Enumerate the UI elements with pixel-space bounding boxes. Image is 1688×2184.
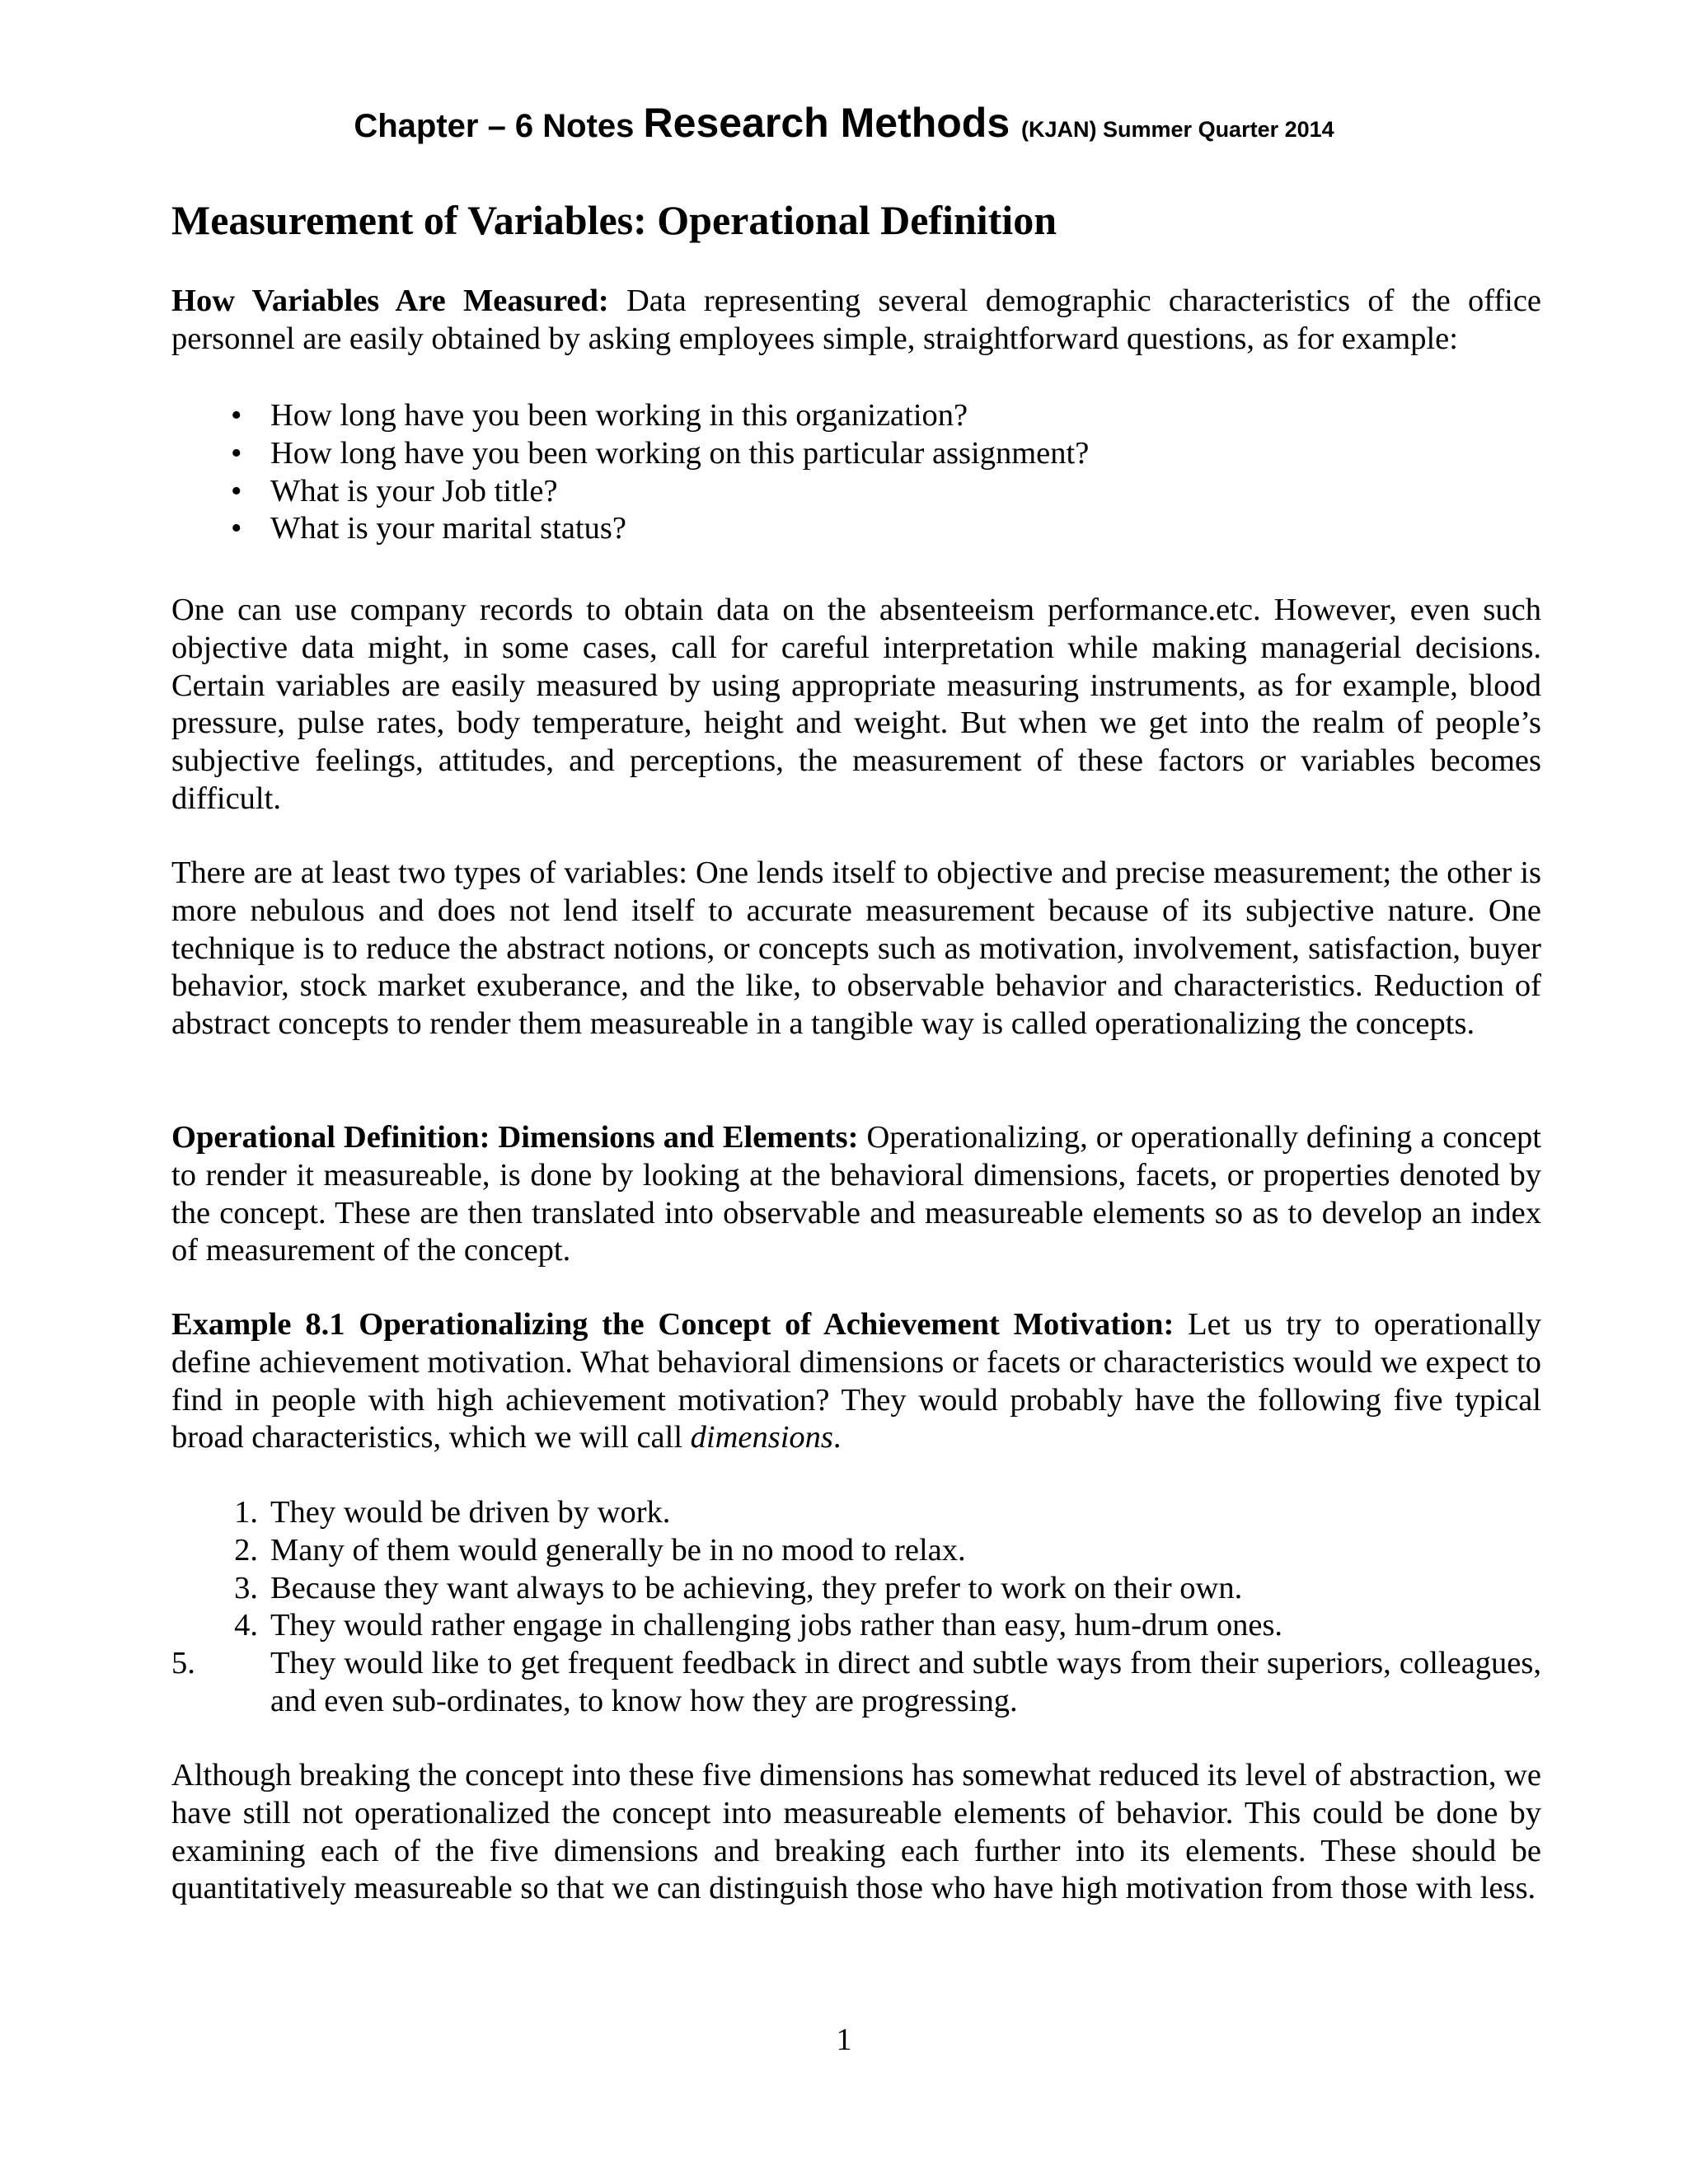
bullet-icon: • — [231, 511, 242, 546]
list-item: • What is your Job title? — [171, 473, 1541, 511]
numbered-list — [171, 1494, 1541, 1721]
paragraph-operational-definition — [171, 1119, 1541, 1270]
paragraph-text: Data representing several demographic characteristics of the office personnel are easily obtained by asking employees simple, straightforward questions, as for example: — [171, 284, 1542, 356]
list-item: 2. Many of them would generally be in no mood to relax. — [234, 1532, 966, 1568]
list-item: 1. They would be driven by work. — [234, 1495, 671, 1530]
list-item: 5. They would like to get frequent feedback in direct and subtle ways from their superiors, colleagues, and even sub-ordinates, to know how they are progressing. — [171, 1646, 1541, 1718]
header-term: (KJAN) Summer Quarter 2014 — [1021, 117, 1334, 142]
list-item: • How long have you been working on this particular assignment? — [171, 435, 1541, 473]
bullet-list — [171, 397, 1541, 548]
header-course: Research Methods — [643, 100, 1022, 146]
header-chapter: Chapter – 6 Notes — [354, 108, 644, 144]
bullet-icon: • — [231, 435, 242, 471]
paragraph-variable-types: There are at least two types of variables: One lends itself to objective and precise measurement; the other is more nebulous and does not lend itself to accurate measurement because of its subjective nature. One technique is to reduce the abstract notions, or concepts such as motivation, involvement, satisfaction, buyer behavior, stock market exuberance, and the like, to observable behavior and characteristics. Reduction of abstract concepts to render them measureable in a tangible way is called operationalizing the concepts. — [171, 855, 1541, 1042]
bullet-icon: • — [231, 473, 242, 509]
paragraph-how-measured — [171, 283, 1541, 359]
bullet-icon: • — [231, 398, 242, 433]
paragraph-conclusion: Although breaking the concept into these five dimensions has somewhat reduced its level of abstraction, we have still not operationalized the concept into measureable elements of behavior. This could be done by examining each of the five dimensions and breaking each further into its elements. These should be quantitatively measureable so that we can distinguish those who have high motivation from those with less. — [171, 1758, 1541, 1906]
run-in-heading: Operational Definition: Dimensions and Elements: — [171, 1120, 859, 1155]
page-number: 1 — [836, 2022, 852, 2057]
paragraph-company-records: One can use company records to obtain data on the absenteeism performance.etc. However, even such objective data might, in some cases, call for careful interpretation while making managerial decisions. Certain variables are easily measured by using appropriate measuring instruments, as for example, blood pressure, pulse rates, body temperature, height and weight. But when we get into the realm of people’s subjective feelings, attitudes, and perceptions, the measurement of these factors or variables becomes difficult. — [171, 593, 1541, 816]
list-item: • What is your marital status? — [171, 510, 1541, 548]
list-item: 4. They would rather engage in challenging jobs rather than easy, hum-drum ones. — [234, 1608, 1283, 1643]
paragraph-text: Operationalizing, or operationally defining a concept to render it measureable, is done by looking at the behavioral dimensions, facets, or properties denoted by the concept. These are then translated into observable and measureable elements so as to develop an index of measurement of the concept. — [171, 1120, 1541, 1268]
running-header — [0, 99, 1688, 147]
list-item: • How long have you been working in this organization? — [171, 397, 1541, 435]
paragraph-example: Example 8.1 Operationalizing the Concept of Achievement Motivation: Let us try to operationally define achievement motivation. What behavioral dimensions or facets or characteristics would we expect to find in people with high achievement motivation? They would probably have the following five typical broad characteristics, which we will call dimensions. — [171, 1307, 1541, 1455]
list-item: 3. Because they want always to be achieving, they prefer to work on their own. — [234, 1570, 1243, 1605]
section-title: Measurement of Variables: Operational Definition — [171, 197, 1057, 243]
run-in-heading: How Variables Are Measured: — [171, 284, 609, 318]
run-in-heading: Example 8.1 Operationalizing the Concept of Achievement Motivation: — [171, 1307, 1175, 1342]
